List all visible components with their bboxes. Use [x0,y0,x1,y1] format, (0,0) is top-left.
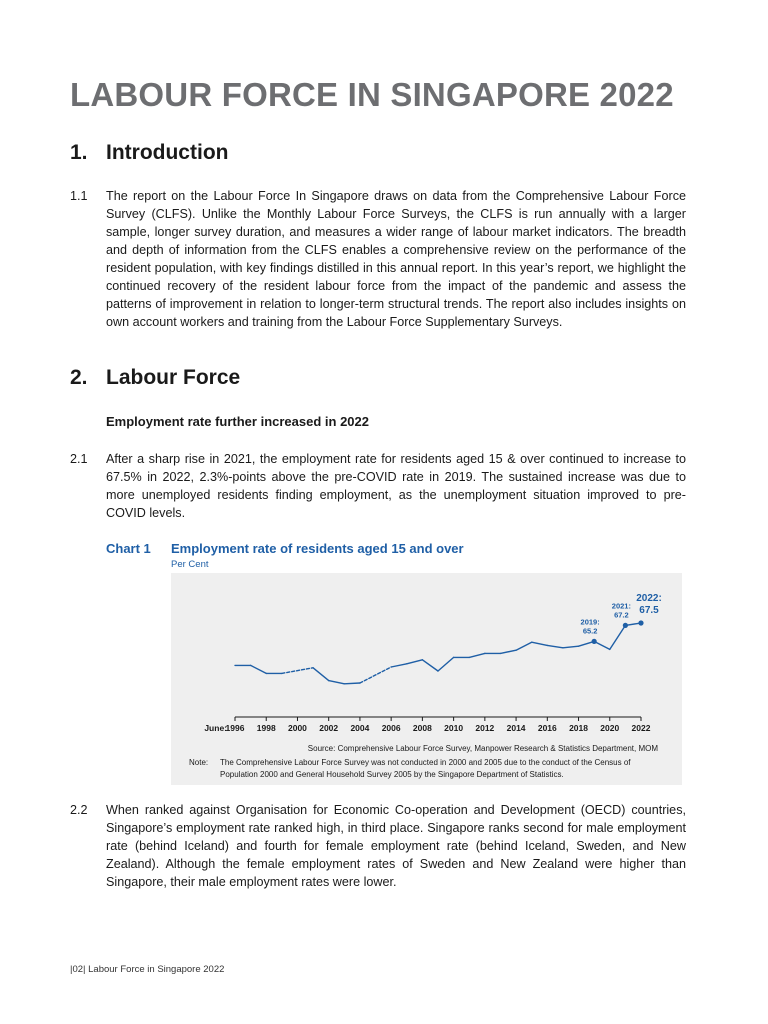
section-heading-labour-force [70,366,240,390]
x-tick-label: 2020 [600,723,620,733]
paragraph-number: 1.1 [70,189,88,203]
x-tick-label: 2018 [569,723,588,733]
chart-source: Source: Comprehensive Labour Force Survey, Manpower Research & Statistics Department, MOM [307,744,658,753]
annotation-value-2022: 67.5 [639,605,659,616]
chart-title: Employment rate of residents aged 15 and over [171,541,464,556]
paragraph-number: 2.1 [70,452,88,466]
paragraph-2-1 [70,450,686,522]
series-line-segment [610,625,626,649]
data-point-2022 [638,620,643,625]
series-line-segment [438,657,454,671]
page-title: LABOUR FORCE IN SINGAPORE 2022 [70,76,674,113]
section-number: 1. [70,141,88,164]
x-tick-label: 2008 [412,723,432,733]
series-gap-segment [360,667,391,683]
series-line-segment [329,681,345,684]
chart-panel [171,573,682,785]
paragraph-text: When ranked against Organisation for Economic Co-operation and Development (OECD) countries, Singapore’s employment rate ranked high, in third place. Singapore ranks second for male employment rate (behind Iceland) and fourth for female employment rate (behind Iceland, Sweden, and New Zealand). Although the female employment rates of Sweden and New Zealand were higher than Singapore, their male employment rates were lower. [106,803,686,889]
employment-rate-chart [171,573,682,785]
x-tick-label: 2016 [537,723,557,733]
x-axis-prefix: June: [204,723,227,733]
section-number: 2. [70,366,88,389]
section-title: Introduction [106,141,229,164]
series-gap-segment [282,668,313,674]
data-point-2021 [623,623,628,628]
annotation-label-2021: 2021: [611,601,631,611]
note-label: Note: [189,758,209,767]
series-line-segment [422,660,438,671]
paragraph-text: After a sharp rise in 2021, the employment rate for residents aged 15 & over continued to increase to 67.5% in 2022, 2.3%-points above the pre-COVID rate in 2019. The sustained increase was due to more unemployed residents finding employment, as the unemployment situation improved to pre-COVID levels. [106,452,686,520]
page-footer: |02| Labour Force in Singapore 2022 [70,964,225,975]
data-point-2019 [592,639,597,644]
series-line-segment [251,665,267,673]
x-tick-label: 2010 [444,723,464,733]
x-tick-label: 2006 [381,723,401,733]
x-tick-label: 2002 [319,723,339,733]
chart-number: Chart 1 [106,541,151,556]
chart-unit-label: Per Cent [171,559,209,570]
note-text: The Comprehensive Labour Force Survey was not conducted in 2000 and 2005 due to the conduct of the Census of Population 2000 and General Household Survey 2005 by the Singapore Department of Statistics. [220,758,631,779]
series-line-segment [313,668,329,681]
series-line-segment [563,646,579,648]
paragraph-text: The report on the Labour Force In Singapore draws on data from the Comprehensive Labour Force Survey (CLFS). Unlike the Monthly Labour Force Surveys, the CLFS is run annually with a larger sample, longer survey duration, and measures a wider range of labour market indicators. The breadth and depth of information from the CLFS enables a comprehensive review on the performance of the resident population, with key findings distilled in this annual report. In this year’s report, we highlight the continued recovery of the resident labour force from the impact of the pandemic and assess the patterns of improvement in relation to longer-term structural trends. The report also includes insights on own account workers and training from the Labour Force Supplementary Surveys. [106,189,686,329]
paragraph-1-1 [70,187,686,331]
x-tick-label: 2022 [631,723,651,733]
series-line-segment [344,683,360,684]
series-line-segment [391,664,407,667]
annotation-value-2019: 65.2 [582,626,598,636]
x-tick-label: 2004 [350,723,370,733]
paragraph-number: 2.2 [70,803,88,817]
annotation-label-2019: 2019: [580,617,600,627]
x-tick-label: 2012 [475,723,495,733]
x-tick-label: 2000 [288,723,307,733]
annotation-value-2021: 67.2 [614,610,629,620]
paragraph-2-2 [70,801,686,891]
series-line-segment [532,642,548,645]
section-title: Labour Force [106,366,241,389]
section-heading-introduction [70,141,228,165]
series-line-segment [594,641,610,649]
subheading: Employment rate further increased in 2022 [106,414,369,429]
series-line-segment [547,645,563,647]
series-line-segment [516,642,532,650]
series-line-segment [407,660,423,664]
chart-note [189,757,669,781]
series-line-segment [469,653,485,657]
series-line-segment [500,650,516,653]
x-tick-label: 1996 [225,723,245,733]
x-tick-label: 2014 [506,723,526,733]
annotation-label-2022: 2022: [636,593,662,604]
x-tick-label: 1998 [256,723,276,733]
